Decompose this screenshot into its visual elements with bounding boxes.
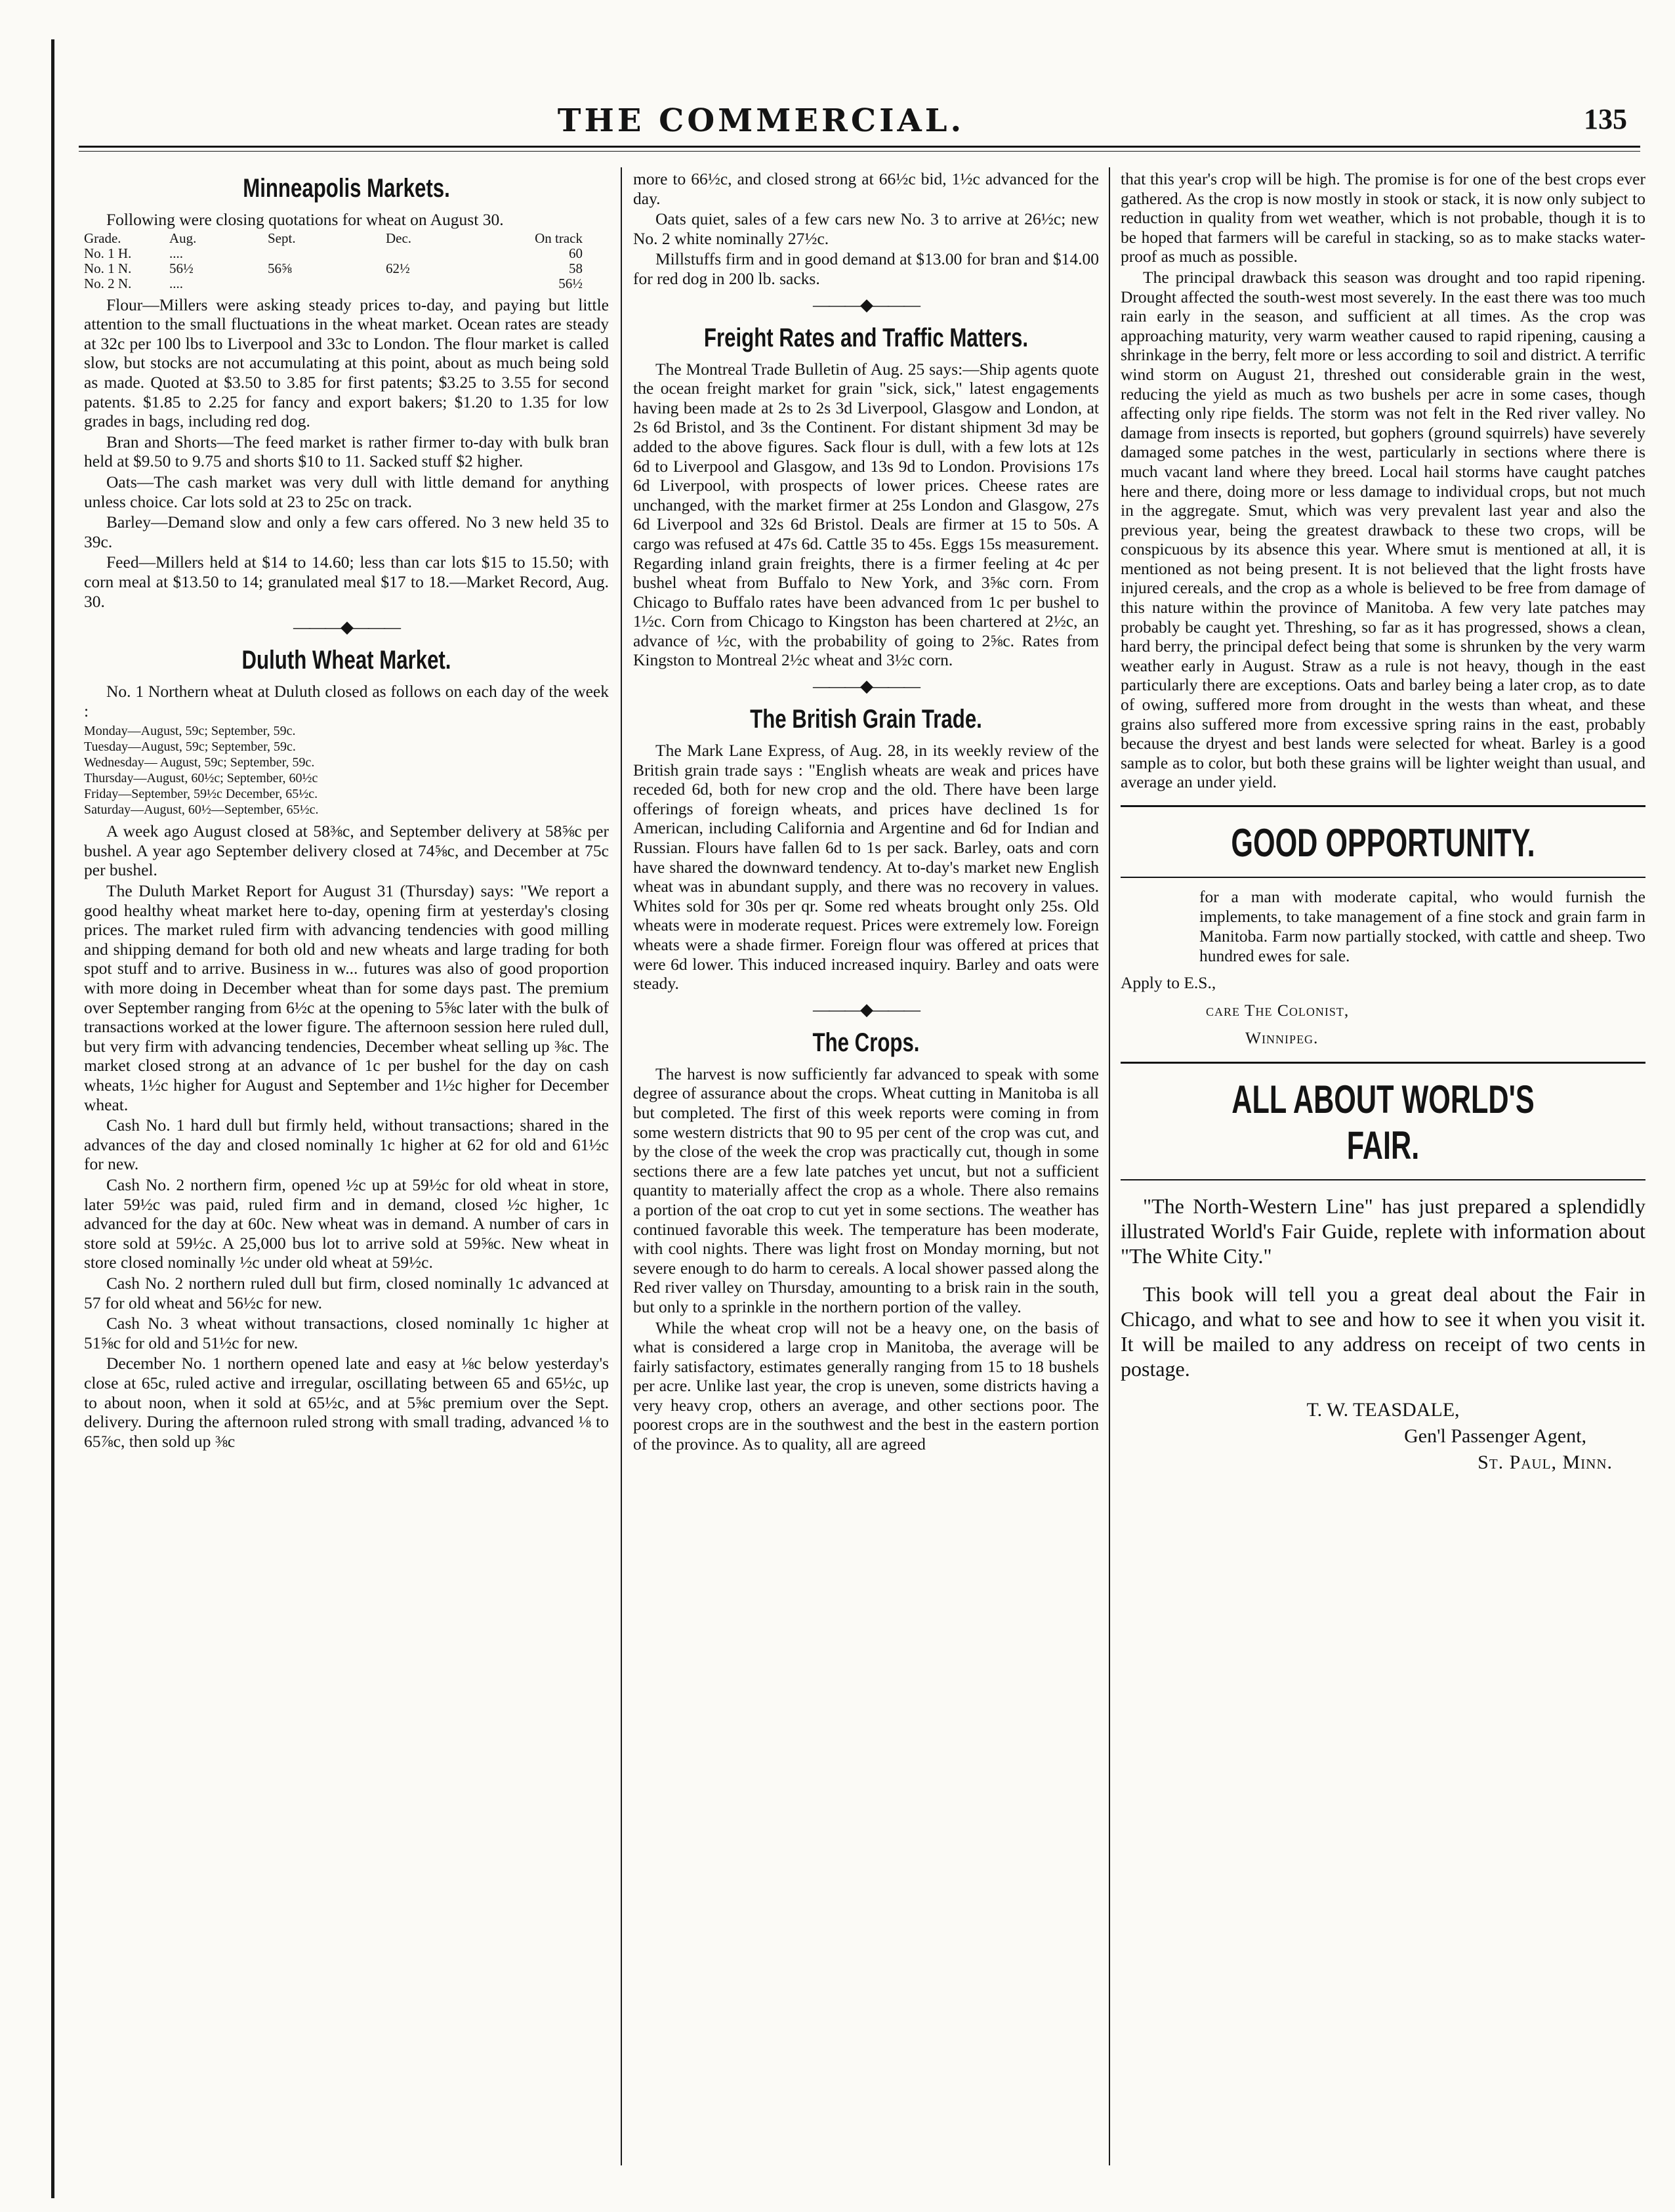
duluth-heading: Duluth Wheat Market. (241, 646, 451, 675)
column-divider-1 (621, 167, 622, 2165)
opportunity-heading: GOOD OPPORTUNITY. (1231, 821, 1535, 865)
list-item: Monday—August, 59c; September, 59c. (84, 724, 296, 739)
masthead-rule (79, 146, 1640, 148)
masthead-rule-thin (79, 151, 1640, 152)
table-cell: No. 1 N. (84, 260, 132, 276)
duluth-continued: more to 66½c, and closed strong at 66½c bid, 1½c advanced for the day. (633, 169, 1099, 208)
duluth-paragraph: Cash No. 1 hard dull but firmly held, without transactions; shared in the advances of the day and closed nominally 1c higher at 62 for old and 61½c for new. (84, 1116, 609, 1174)
crops-paragraph: While the wheat crop will not be a heavy one, on the basis of what is considered a large crop in Manitoba, the average will be fairly satisfactory, estimates generally ranging from 15 to 18 bushels per acre. Unlike last year, the crop is uneven, some districts having a very heavy crop, others an average, and other sections poor. The poorest crops are in the southwest and the best in the eastern portion of the province. As to quality, all are agreed (633, 1318, 1099, 1454)
ad-rule (1121, 1179, 1645, 1180)
bran-paragraph: Bran and Shorts—The feed market is rather firmer to-day with bulk bran held at $9.50 to 9.75 and shorts $10 to 11. Sacked stuff $2 higher. (84, 432, 609, 471)
british-grain-heading: The British Grain Trade. (750, 705, 982, 734)
list-item: Saturday—August, 60½—September, 65½c. (84, 803, 319, 818)
apply-line: Apply to E.S., (1121, 973, 1216, 992)
worlds-fair-paragraph: "The North-Western Line" has just prepared a splendidly illustrated World's Fair Guide, replete with information about "The White City." (1121, 1194, 1645, 1268)
duluth-intro: No. 1 Northern wheat at Duluth closed as follows on each day of the week : (84, 682, 609, 720)
column-2 (633, 169, 1099, 1455)
minneapolis-intro: Following were closing quotations for wheat on August 30. (106, 210, 504, 229)
ad-rule (1121, 1062, 1645, 1064)
table-cell: 56½ (169, 260, 194, 276)
section-ornament: ———◆——— (813, 677, 919, 696)
table-cell (386, 246, 484, 261)
table-header: Grade. (84, 230, 121, 246)
table-cell: 60 (569, 245, 583, 261)
worlds-fair-heading: ALL ABOUT WORLD'S FAIR. (1231, 1077, 1535, 1167)
flour-paragraph: Flour—Millers were asking steady prices to-day, and paying but little attention to the small fluctuations in the wheat market. Ocean rates are steady at 32c per 100 lbs to Liverpool and 33c to London. The flour market is called slow, but stocks are not accumulating at this point, about as much being sold as made. Quoted at $3.50 to 3.85 for first patents; $3.25 to 3.55 for second patents. $1.85 to 2.25 for fancy and export bakers; $1.20 to 1.35 for low grades in bags, including red dog. (84, 295, 609, 431)
duluth-paragraph: December No. 1 northern opened late and easy at ⅛c below yesterday's close at 65c, ruled active and irregular, oscillating between 65 and 65½c, up to about noon, when it sold at 65½c, and at 5⅝c premium over the Sept. delivery. During the afternoon ruled strong with small trading, advanced ⅛ to 65⅞c, then sold up ⅜c (84, 1354, 609, 1451)
oats-paragraph: Oats—The cash market was very dull with little demand for anything unless choice. Car lots sold at 23 to 25c on track. (84, 472, 609, 511)
table-cell: 62½ (386, 260, 410, 276)
table-header: Aug. (169, 230, 197, 246)
daily-closing-list (84, 723, 609, 818)
crops-paragraph: The harvest is now sufficiently far advanced to speak with some degree of assurance about the crops. Wheat cutting in Manitoba is all but completed. The first of this week reports were coming in from some western districts that 90 to 95 per cent of the crop was cut, and by the close of the week the crop was practically cut, though in some sections there are a few late patches yet uncut, but not a sufficient quantity to materially affect the crop as a whole. There also remains a portion of the oat crop to cut yet in some sections. The weather has continued favorable this week. The temperature has been moderate, with cool nights. There was light frost on Monday morning, but not severe enough to do harm to cereals. A local shower passed along the Red river valley on Thursday, amounting to a brisk rain in the south, but only to a sprinkle in the northern portion of the valley. (633, 1064, 1099, 1316)
freight-paragraph: The Montreal Trade Bulletin of Aug. 25 says:—Ship agents quote the ocean freight market for grain "sick, sick," latest engagements having been made at 2s to 2s 3d Liverpool, Glasgow and London, at 2s 6d Bristol, and 3s the Continent. For distant shipment 3d may be added to the above figures. Sack flour is dull, with a few lots at 12s 6d to Liverpool and Glasgow, and 13s 9d to London. Provisions 17s 6d Liverpool, with prospects of lower prices. Cheese rates are unchanged, with the market firmer at 25s London and Glasgow, 27s 6d Liverpool and 32s 6d Bristol. Deals are firmer at 15 to 50s. A cargo was refused at 47s 6d. Cattle 35 to 45s. Eggs 15s measurement. Regarding inland grain freights, there is a firmer feeling at 4c per bushel wheat from Buffalo to New York, and 3⅝c corn. From Chicago to Buffalo rates have been advanced from 1c per bushel to 1½c. Corn from Chicago to Kingston has been chartered at 2½c, an advance of ½c, with the probability of going to 2⅝c. Rates from Kingston to Montreal 2½c wheat and 3½c corn. (633, 359, 1099, 670)
table-cell (386, 276, 484, 291)
table-header: On track (535, 230, 583, 246)
table-cell: 56½ (558, 275, 583, 291)
duluth-paragraph: Cash No. 2 northern firm, opened ½c up at 59½c for old wheat in store, later 59½c was paid, ruled firm and in demand, closed ½c higher, 1c advanced for the day at 60c. New wheat was in demand. A number of cars in store sold at 59½c. A 25,000 bus lot to arrive sold at 59⅝c. New wheat in store closed nominally ½c under old wheat at 59½c. (84, 1175, 609, 1272)
signature-name: T. W. TEASDALE, (1306, 1399, 1460, 1421)
column-1 (84, 169, 609, 1452)
list-item: Friday—September, 59½c December, 65½c. (84, 787, 318, 802)
ad-rule (1121, 805, 1645, 807)
opportunity-body: for a man with moderate capital, who would furnish the implements, to take management of a fine stock and grain farm in Manitoba. Farm now partially stocked, with cattle and sheep. Two hundred ewes for sale. (1199, 887, 1645, 965)
table-cell: 58 (569, 260, 583, 276)
publication-title: THE COMMERCIAL. (557, 102, 965, 139)
page-edge-rule (51, 39, 54, 2198)
table-cell (268, 276, 386, 291)
feed-paragraph: Feed—Millers held at $14 to 14.60; less than car lots $15 to 15.50; with corn meal at $13.50 to 14; granulated meal $17 to 18.—Market Record, Aug. 30. (84, 553, 609, 611)
ad-rule (1121, 877, 1645, 878)
column-divider-2 (1109, 167, 1110, 2165)
table-cell (268, 246, 386, 261)
column-3 (1121, 169, 1645, 1476)
worlds-fair-paragraph: This book will tell you a great deal about the Fair in Chicago, and what to see and how to see it when you visit it. It will be mailed to any address on receipt of two cents in postage. (1121, 1282, 1645, 1381)
millstuffs-paragraph: Millstuffs firm and in good demand at $13.00 for bran and $14.00 for red dog in 200 lb. sacks. (633, 249, 1099, 288)
section-ornament: ———◆——— (293, 617, 400, 637)
signature-city: St. Paul, Minn. (1478, 1451, 1613, 1473)
table-cell: .... (169, 245, 183, 261)
list-item: Thursday—August, 60½c; September, 60½c (84, 771, 318, 786)
table-cell: 56⅝ (268, 260, 292, 276)
page-number: 135 (1584, 103, 1627, 135)
minneapolis-heading: Minneapolis Markets. (243, 174, 450, 203)
table-header: Sept. (268, 230, 296, 246)
masthead (79, 98, 1640, 138)
duluth-paragraph: Cash No. 3 wheat without transactions, closed nominally 1c higher at 51⅝c for old and 51½c for new. (84, 1314, 609, 1352)
table-cell: .... (169, 275, 183, 291)
crops-heading: The Crops. (812, 1028, 920, 1057)
section-ornament: ———◆——— (813, 295, 919, 314)
table-header: Dec. (386, 230, 412, 246)
crops-continued: The principal drawback this season was drought and too rapid ripening. Drought affected the south-west most severely. In the east there was too much rain early in the season, and sufficient at all times. As the crop was approaching maturity, very warm weather caused to rapid ripening, causing a shrinkage in the berry, felt more or less according to soil and district. A terrific wind storm on August 21, threshed out considerable grain in the west, reducing the yield as much as two bushels per acre in some cases, though affecting only ripe fields. The storm was not felt in the Red river valley. No damage from insects is reported, but gophers (ground squirrels) have severely damaged some patches in the west, particularly in sections where there is much vacant land where they breed. Local hail storms have caught patches here and there, doing more or less damage to individual crops, but not much in the aggregate. Smut, which was very prevalent last year and also the previous year, being the greatest drawback to these two crops, will be conspicuous by its absence this year. Where smut is mentioned at all, it is mentioned as not being present. It is not believed that the light frosts have injured cereals, and the crop as a whole is believed to be free from damage of this nature within the province of Manitoba. A few very late patches may probably be caught yet. Threshing, so far as it has progressed, shows a clean, hard berry, the principal defect being that some is shrunken by the very warm weather early in August. Straw as a rule is not heavy, though in the east particularly there are exceptions. Oats and barley being a later crop, as to date of owing, suffered more from drought in the wests than wheat, and these grains also suffered more from excessive spring rains in the east, probably because the dryest and best lands were selected for wheat. Barley is a good sample as to color, but both these grains will be lighter weight than usual, and average an under yield. (1121, 267, 1645, 792)
quotations-table (84, 231, 609, 291)
list-item: Wednesday— August, 59c; September, 59c. (84, 755, 315, 770)
crops-continued: that this year's crop will be high. The promise is for one of the best crops ever gathered. As the crop is now mostly in stook or stack, it is now only subject to reduction in quality from wet weather, which is not probable, though it is to be hoped that farmers will be careful in stacking, so as to make stacks water-proof as much as possible. (1121, 169, 1645, 266)
duluth-paragraph: Cash No. 2 northern ruled dull but firm, closed nominally 1c advanced at 57 for old wheat and 56½c for new. (84, 1273, 609, 1312)
table-cell: No. 1 H. (84, 245, 132, 261)
list-item: Tuesday—August, 59c; September, 59c. (84, 740, 296, 755)
table-cell: No. 2 N. (84, 275, 132, 291)
duluth-paragraph: A week ago August closed at 58⅜c, and September delivery at 58⅝c per bushel. A year ago September delivery closed at 74⅝c, and December at 75c per bushel. (84, 822, 609, 880)
apply-city: Winnipeg. (1245, 1028, 1319, 1047)
signature-title: Gen'l Passenger Agent, (1404, 1425, 1586, 1447)
duluth-paragraph: The Duluth Market Report for August 31 (Thursday) says: "We report a good healthy wheat market here to-day, opening firm at yesterday's closing prices. The market ruled firm with advancing tendencies with good milling and shipping demand for both old and new wheats and large trading for both spot stuff and to arrive. Business in w... futures was also of good proportion with more doing in December wheat than for some days past. The premium over September ranging from 6½c at the opening to 5⅝c later with the bulk of transactions worked at the lower figure. The afternoon session here ruled dull, but very firm with advancing tendencies, December wheat selling up ⅜c. The market closed strong at an advance of 1c per bushel for the day on cash wheats, 1½c higher for August and September and 1½c higher for December wheat. (84, 881, 609, 1114)
apply-care: care The Colonist, (1206, 1001, 1350, 1020)
oats-paragraph: Oats quiet, sales of a few cars new No. 3 to arrive at 26½c; new No. 2 white nominally 27½c. (633, 209, 1099, 248)
section-ornament: ———◆——— (813, 999, 919, 1019)
freight-heading: Freight Rates and Traffic Matters. (703, 323, 1029, 352)
barley-paragraph: Barley—Demand slow and only a few cars offered. No 3 new held 35 to 39c. (84, 512, 609, 551)
british-grain-paragraph: The Mark Lane Express, of Aug. 28, in its weekly review of the British grain trade says : "English wheats are weak and prices have receded 6d, both for new crop and the old. There have been large offerings of foreign wheats, and prices have declined 1s for American, including California and Argentine and 6d for Indian and Russian. Flours have fallen 6d to 1s per sack. Barley, oats and corn have shared the downward tendency. At to-day's market new English wheat was in abundant supply, and there was no recovery in values. Whites sold for 30s per qr. Some red wheats brought only 25s. Old wheats were in moderate request. Prices were extremely low. Foreign wheats were a shade firmer. Foreign flour was offered at prices that were 6d lower. This induced increased inquiry. Barley and oats were steady. (633, 741, 1099, 993)
